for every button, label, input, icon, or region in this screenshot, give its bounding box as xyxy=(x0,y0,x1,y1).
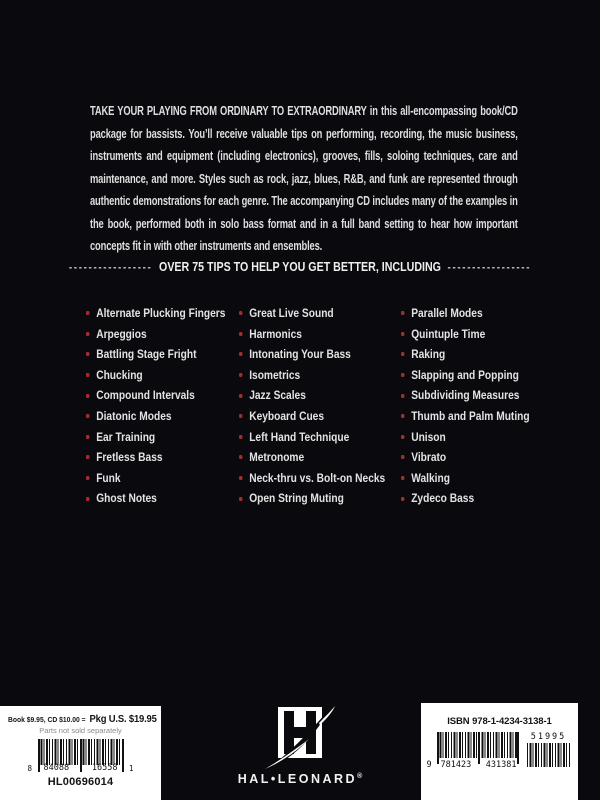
bullet-icon xyxy=(86,352,89,356)
bullet-icon xyxy=(401,435,404,439)
list-item xyxy=(401,324,530,345)
list-item xyxy=(86,324,225,345)
tip-label: Open String Muting xyxy=(249,491,344,506)
ean-row xyxy=(421,732,578,772)
ean-digit-left: 9 xyxy=(426,760,432,770)
registered-mark: ® xyxy=(357,772,363,780)
bullet-icon xyxy=(86,332,89,336)
list-item xyxy=(239,468,385,489)
catalog-number: HL00696014 xyxy=(47,776,114,788)
tips-heading xyxy=(54,259,546,274)
publisher-wordmark xyxy=(220,772,380,786)
tip-label: Compound Intervals xyxy=(96,388,195,403)
tip-label: Fretless Bass xyxy=(96,450,163,465)
list-item xyxy=(239,365,385,386)
list-item xyxy=(401,365,530,386)
bullet-icon xyxy=(239,497,242,501)
list-item xyxy=(239,406,385,427)
list-item xyxy=(86,447,225,468)
tips-column-2 xyxy=(239,303,385,509)
tip-label: Intonating Your Bass xyxy=(249,347,351,362)
list-item xyxy=(86,468,225,489)
publisher-block xyxy=(220,700,380,800)
bullet-icon xyxy=(239,311,242,315)
tip-label: Ghost Notes xyxy=(96,491,157,506)
tip-label: Unison xyxy=(411,429,446,444)
tip-label: Thumb and Palm Muting xyxy=(411,408,530,423)
bullet-icon xyxy=(401,476,404,480)
price-note: Parts not sold separately xyxy=(39,726,122,735)
bullet-icon xyxy=(239,373,242,377)
dash-rule-right: ----------------- xyxy=(447,259,532,274)
bullet-icon xyxy=(401,497,404,501)
intro-paragraph xyxy=(90,100,518,258)
bullet-icon xyxy=(86,394,89,398)
tip-label: Slapping and Popping xyxy=(411,367,519,382)
bullet-icon xyxy=(239,332,242,336)
price-detail: Book $9.95, CD $10.00 = xyxy=(8,715,86,724)
ean-digit-group: 781423 xyxy=(440,760,472,770)
supplement-barcode xyxy=(527,732,571,767)
upc-digit-group: 16558 xyxy=(91,763,118,773)
bullet-icon xyxy=(86,455,89,459)
bullet-icon xyxy=(86,373,89,377)
publisher-name: HAL•LEONARD xyxy=(237,772,358,786)
ean-digits xyxy=(441,760,517,770)
tips-heading-text: OVER 75 TIPS TO HELP YOU GET BETTER, INCLUDING xyxy=(159,259,441,274)
tip-label: Jazz Scales xyxy=(249,388,306,403)
bullet-icon xyxy=(239,414,242,418)
list-item xyxy=(86,406,225,427)
tip-label: Neck-thru vs. Bolt-on Necks xyxy=(249,470,386,485)
bullet-icon xyxy=(239,352,242,356)
list-item xyxy=(86,385,225,406)
tip-label: Arpeggios xyxy=(96,326,147,341)
tip-label: Alternate Plucking Fingers xyxy=(96,306,226,320)
list-item xyxy=(239,303,385,324)
tip-label: Keyboard Cues xyxy=(249,408,325,423)
list-item xyxy=(86,365,225,386)
tips-column-3 xyxy=(401,303,530,509)
tip-label: Parallel Modes xyxy=(411,306,483,320)
bullet-icon xyxy=(86,497,89,501)
barcode-guard xyxy=(38,739,40,772)
tip-label: Walking xyxy=(411,470,450,485)
tip-label: Metronome xyxy=(249,450,305,465)
dash-rule-left: ----------------- xyxy=(68,259,153,274)
upc-digits xyxy=(44,763,118,773)
tip-label: Left Hand Technique xyxy=(249,429,350,444)
bullet-icon xyxy=(401,373,404,377)
isbn-number: ISBN 978-1-4234-3138-1 xyxy=(447,716,552,727)
bullet-icon xyxy=(86,476,89,480)
upc-digit-left: 8 xyxy=(27,764,33,773)
intro-body: in this all-encompassing book/CD package for bassists. You’ll receive valuable tips on performing, recording, the music business, instruments and equipment (including electronics), grooves, fills, soloing techniques, care and maintenance, and more. Styles such as rock, jazz, blues, R&B, and funk are represented through authentic demonstrations for each genre. The accompanying CD includes many of the examples in the book, performed both in solo bass format and in a full band setting to hear how important concepts fit in with other instruments and ensembles. xyxy=(90,103,518,253)
tip-label: Isometrics xyxy=(249,367,301,382)
bullet-icon xyxy=(239,476,242,480)
supplement-digits: 51995 xyxy=(530,732,567,742)
list-item xyxy=(239,427,385,448)
intro-lead: TAKE YOUR PLAYING FROM ORDINARY TO EXTRAORDINARY xyxy=(90,103,367,118)
price-upc-box xyxy=(0,706,161,800)
barcode-guard xyxy=(122,739,124,772)
tip-label: Zydeco Bass xyxy=(411,491,475,506)
list-item xyxy=(86,344,225,365)
list-item xyxy=(86,427,225,448)
ean-barcode xyxy=(426,732,521,772)
list-item xyxy=(239,344,385,365)
bullet-icon xyxy=(86,414,89,418)
price-line xyxy=(8,712,157,725)
list-item xyxy=(239,488,385,509)
list-item xyxy=(86,303,225,324)
tip-label: Subdividing Measures xyxy=(411,388,520,403)
tip-label: Harmonics xyxy=(249,326,302,341)
tips-column-1 xyxy=(86,303,225,509)
tip-label: Chucking xyxy=(96,367,143,382)
bullet-icon xyxy=(401,414,404,418)
barcode-guard xyxy=(437,732,439,764)
bullet-icon xyxy=(401,455,404,459)
bullet-icon xyxy=(401,394,404,398)
tip-label: Ear Training xyxy=(96,429,156,444)
price-package: Pkg U.S. $19.95 xyxy=(89,713,157,725)
list-item xyxy=(401,427,530,448)
bullet-icon xyxy=(86,435,89,439)
bullet-icon xyxy=(86,311,89,315)
list-item xyxy=(401,406,530,427)
list-item xyxy=(401,303,530,324)
list-item xyxy=(401,344,530,365)
list-item xyxy=(401,488,530,509)
list-item xyxy=(239,385,385,406)
bullet-icon xyxy=(239,455,242,459)
tip-label: Great Live Sound xyxy=(249,306,334,320)
isbn-box xyxy=(421,703,578,800)
list-item xyxy=(401,385,530,406)
ean-digit-group: 431381 xyxy=(485,760,517,770)
tip-label: Battling Stage Fright xyxy=(96,347,197,362)
bullet-icon xyxy=(401,311,404,315)
list-item xyxy=(401,468,530,489)
hal-leonard-logo-icon xyxy=(263,706,337,770)
list-item xyxy=(239,447,385,468)
bullet-icon xyxy=(401,332,404,336)
upc-digit-right: 1 xyxy=(128,764,134,773)
upc-barcode xyxy=(22,739,140,776)
barcode-bars xyxy=(527,743,571,767)
list-item xyxy=(86,488,225,509)
tip-label: Raking xyxy=(411,347,446,362)
list-item xyxy=(401,447,530,468)
bullet-icon xyxy=(239,394,242,398)
upc-digit-group: 84088 xyxy=(43,763,70,773)
bullet-icon xyxy=(401,352,404,356)
tip-label: Quintuple Time xyxy=(411,326,486,341)
tip-label: Vibrato xyxy=(411,450,447,465)
tip-label: Diatonic Modes xyxy=(96,408,172,423)
tip-label: Funk xyxy=(96,470,121,485)
list-item xyxy=(239,324,385,345)
barcode-guard xyxy=(517,732,519,764)
bullet-icon xyxy=(239,435,242,439)
